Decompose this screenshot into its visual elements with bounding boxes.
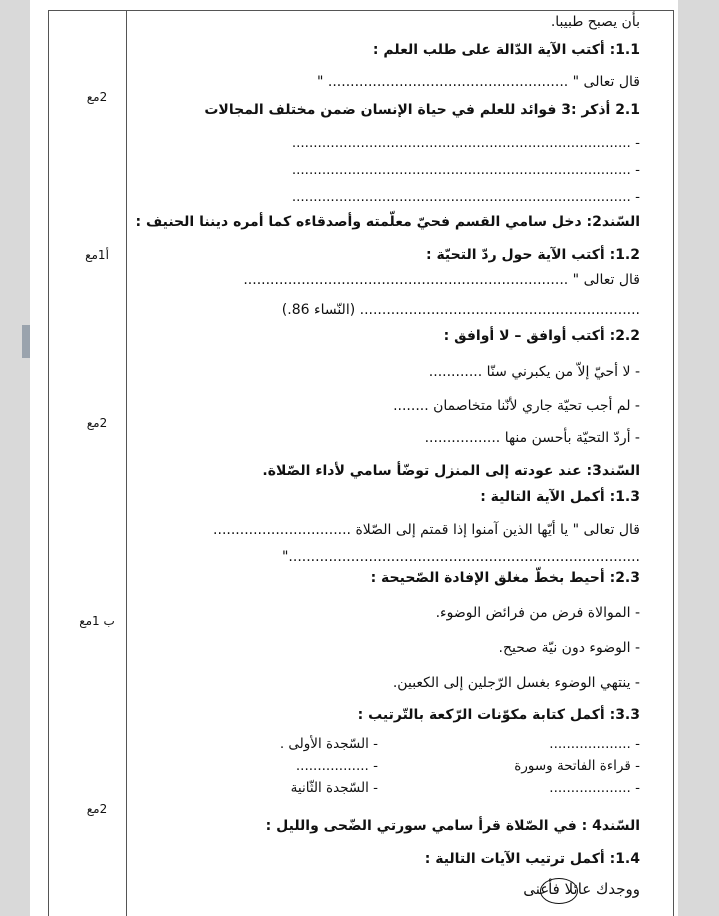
rakaa-left-2: - ................. (295, 758, 378, 774)
question-2-3: 2.3: أحيط بخطّ مغلق الإفادة الصّحيحة : (370, 570, 640, 586)
grade-label-3: 2مع (86, 416, 108, 430)
answer-line: قال تعالى " يا أيّها الذين آمنوا إذا قمتم إلى الصّلاة ............................... (213, 522, 640, 538)
answer-line: - ............................................................................... (291, 135, 640, 151)
rakaa-right-3: - ................... (549, 780, 640, 796)
source-3: السّند3: عند عودته إلى المنزل توضّأ سامي لأداء الصّلاة. (262, 463, 640, 479)
answer-line: قال تعالى " ......................................................................... (243, 272, 640, 288)
answer-line: - ............................................................................... (291, 189, 640, 205)
rakaa-right-2: - قراءة الفاتحة وسورة (514, 758, 640, 774)
statement-item: - أردّ التحيّة بأحسن منها ................. (424, 430, 640, 446)
rakaa-left-1: - السّجدة الأولى . (279, 736, 378, 752)
question-2-2: 2.2: أكتب أوافق – لا أوافق : (443, 328, 640, 344)
statement-item: - الوضوء دون نيّة صحيح. (498, 640, 640, 656)
text-line: بأن يصبح طبيبا. (550, 14, 640, 30)
answer-line: ............................................................... (النّساء 86.) (281, 302, 640, 318)
statement-item: - الموالاة فرض من فرائض الوضوء. (435, 605, 640, 621)
grade-label-2: أ1مع (85, 248, 109, 262)
verse-item: ووجدك عائلا فأغنى (523, 880, 640, 898)
answer-line: ..............................................................................." (281, 549, 640, 565)
statement-item: - لا أحيّ إلاّ من يكبرني سنّا ............ (428, 364, 640, 380)
rakaa-left-3: - السّجدة الثّانية (290, 780, 378, 796)
table-top-border (48, 10, 674, 11)
answer-line: قال تعالى " ...................................................... " (317, 74, 640, 90)
statement-item: - ينتهي الوضوء بغسل الرّجلين إلى الكعبين. (392, 675, 640, 691)
grade-label-5: 2مع (86, 802, 108, 816)
question-3-3: 3.3: أكمل كتابة مكوّنات الرّكعة بالتّرتيب : (357, 707, 640, 723)
question-1-2: 1.2: أكتب الآية حول ردّ التحيّة : (425, 247, 640, 263)
question-1-3: 1.3: أكمل الآية التالية : (480, 489, 640, 505)
question-1-1: 1.1: أكتب الآية الدّالة على طلب العلم : (372, 42, 640, 58)
drawn-circle (540, 878, 578, 904)
answer-line: - ............................................................................... (291, 162, 640, 178)
table-right-border (673, 10, 674, 916)
question-2-1: 2.1 أذكر :3 فوائد للعلم في حياة الإنسان ضمن مختلف المجالات (204, 102, 640, 118)
source-4: السّند4 : في الصّلاة قرأ سامي سورتي الضّحى والليل : (265, 818, 640, 834)
statement-item: - لم أجب تحيّة جاري لأنّنا متخاصمان ........ (393, 398, 640, 414)
worksheet-page (30, 0, 678, 916)
grade-column-divider (126, 10, 127, 916)
grade-label-4: ب 1مع (79, 614, 115, 628)
grade-label-1: 2مع (86, 90, 108, 104)
rakaa-right-1: - ................... (549, 736, 640, 752)
source-2: السّند2: دخل سامي القسم فحيّ معلّمته وأصدقاءه كما أمره ديننا الحنيف : (135, 214, 640, 230)
table-left-border (48, 10, 49, 916)
question-1-4: 1.4: أكمل ترتيب الآيات التالية : (424, 851, 640, 867)
